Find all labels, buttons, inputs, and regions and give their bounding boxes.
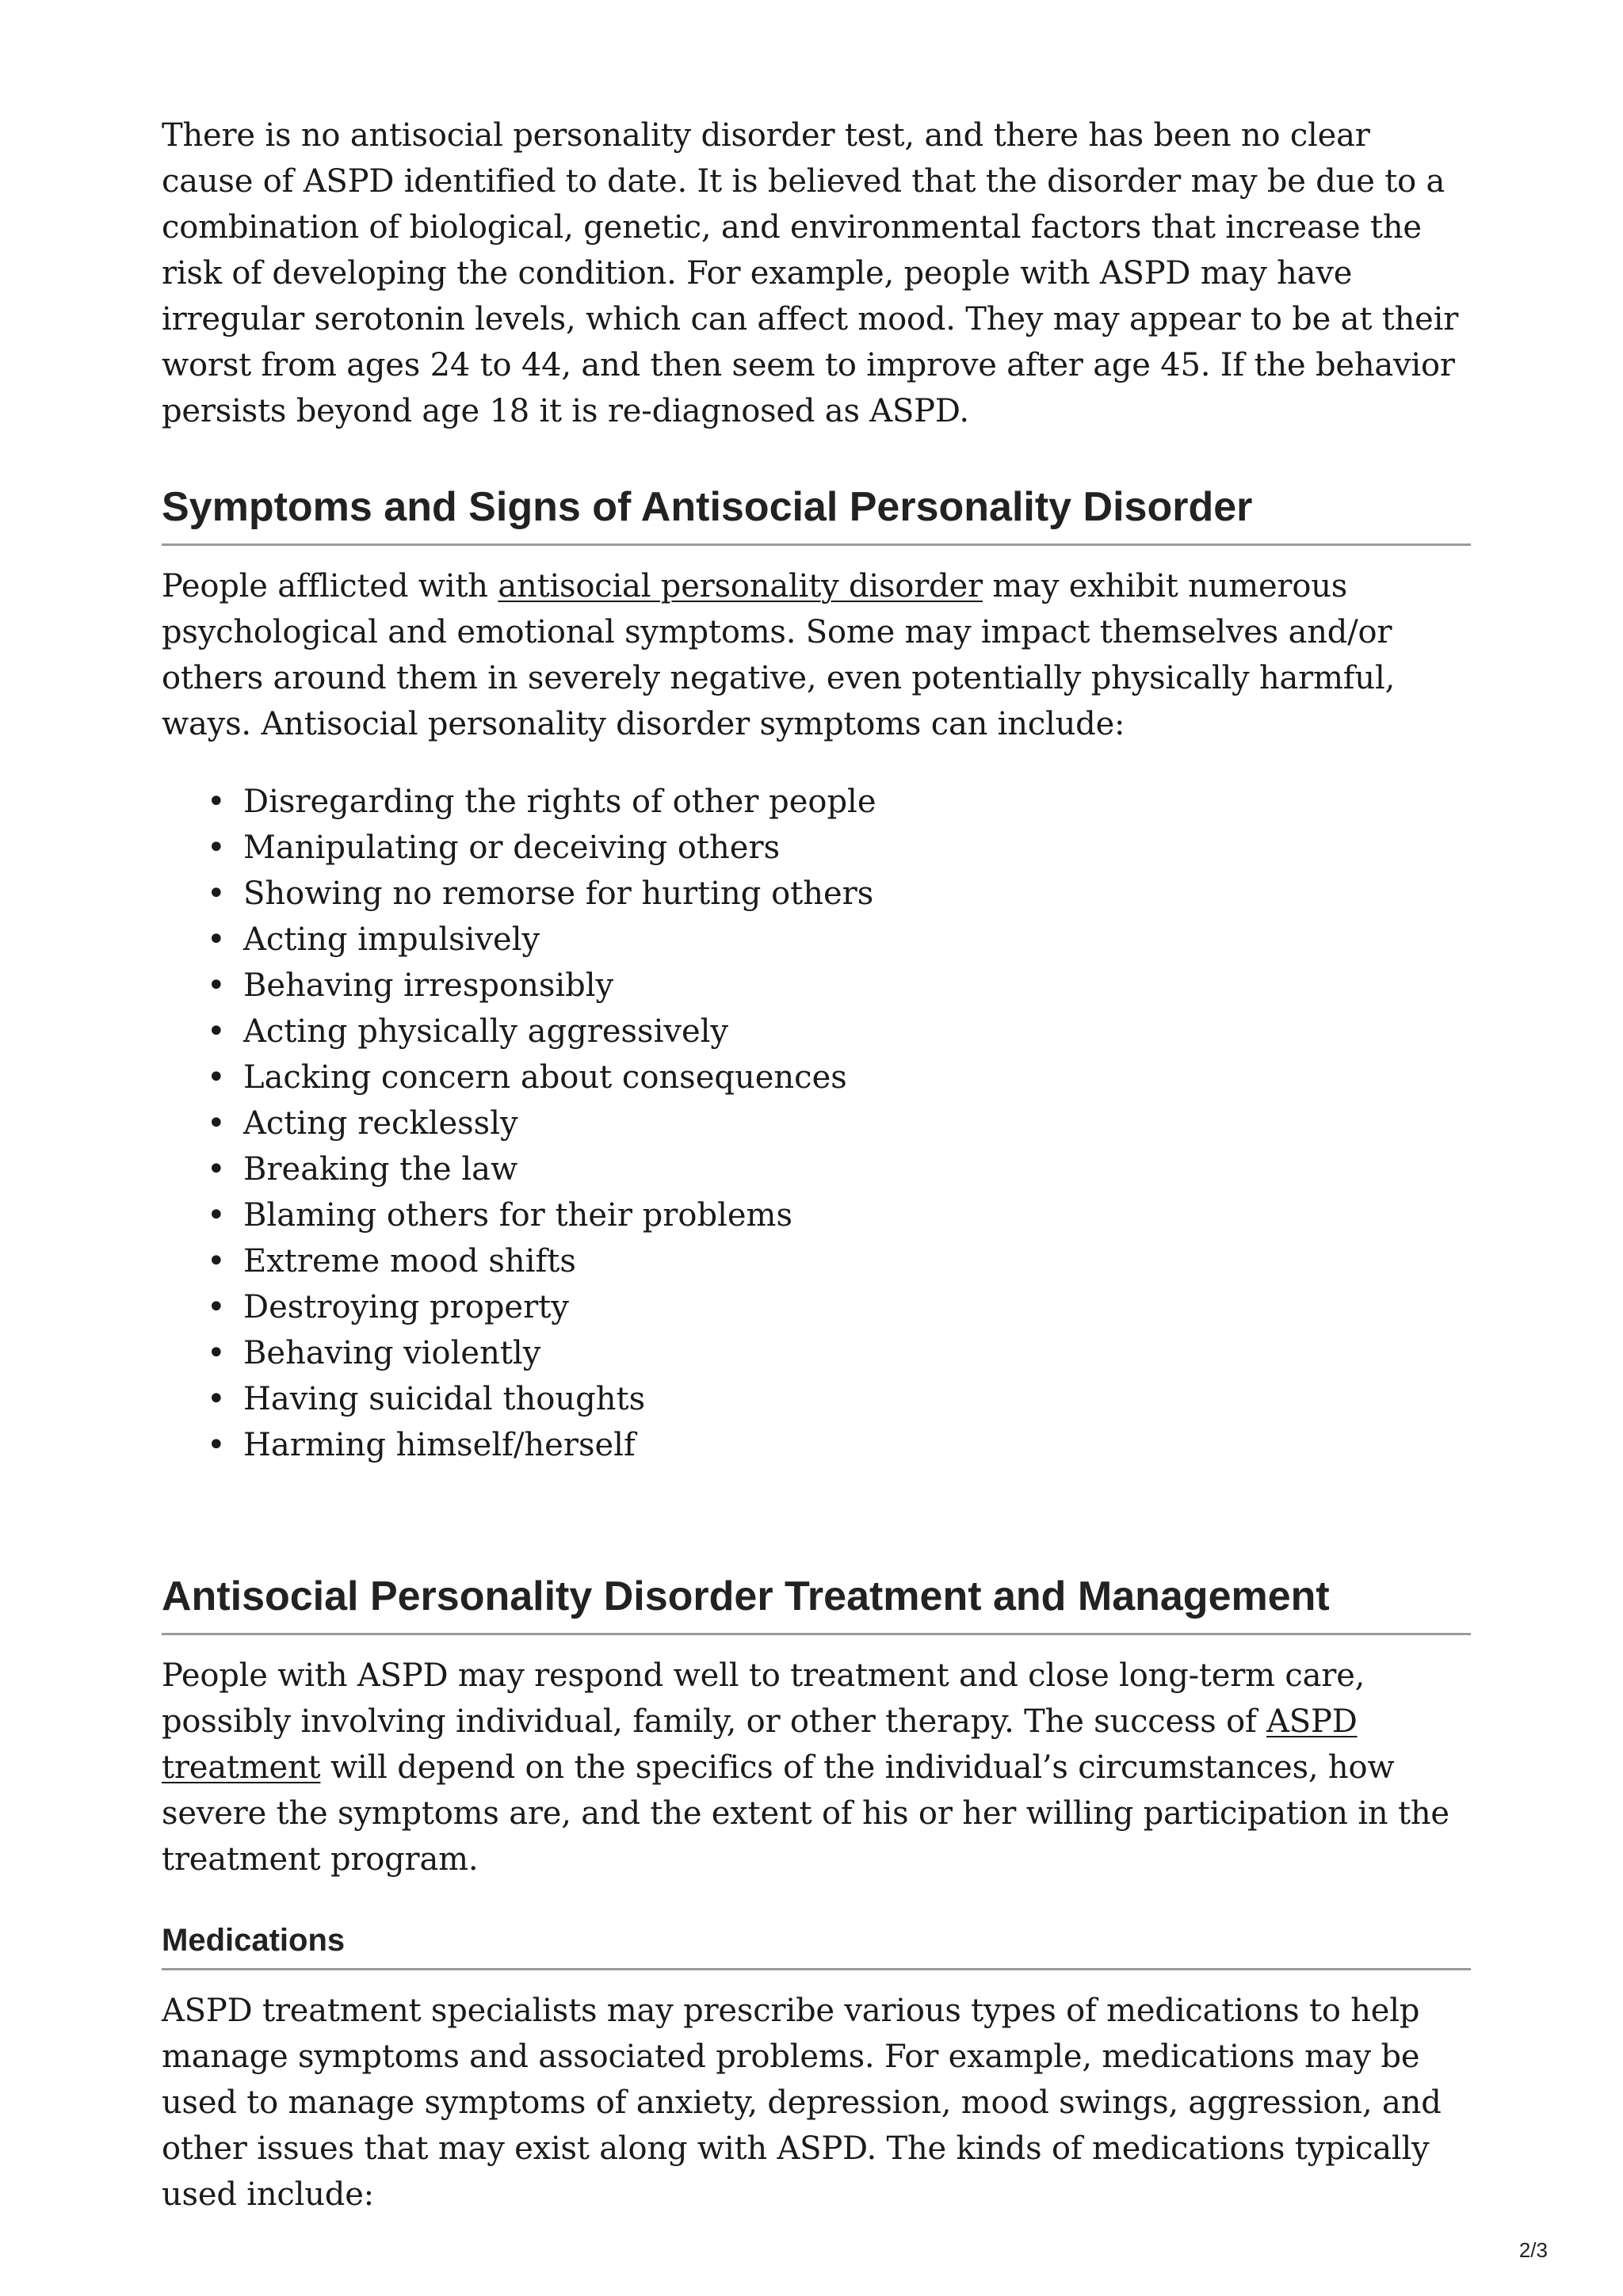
treatment-heading: Antisocial Personality Disorder Treatment and Management: [162, 1571, 1471, 1635]
symptoms-text-after-link: may exhibit numerous psychological and emotional symptoms. Some may impact themselves and/or others around them in severely negative, even potentially physically harmful, ways. Antisocial personality disorder symptoms can include:: [162, 568, 1396, 742]
treatment-text-before-link: People with ASPD may respond well to treatment and close long-term care, possibly involving individual, family, or other therapy. The success of: [162, 1657, 1365, 1740]
list-item: • Disregarding the rights of other people: [243, 779, 1471, 825]
list-item: • Extreme mood shifts: [243, 1238, 1471, 1284]
list-item: • Breaking the law: [243, 1146, 1471, 1192]
bullet-icon: •: [207, 784, 226, 820]
list-item: • Lacking concern about consequences: [243, 1055, 1471, 1100]
article-page: [162, 113, 1471, 2218]
list-item: • Manipulating or deceiving others: [243, 825, 1471, 871]
page-number: 2/3: [1518, 2238, 1548, 2262]
bullet-icon: •: [207, 1059, 226, 1096]
bullet-icon: •: [207, 1335, 226, 1371]
bullet-icon: •: [207, 1151, 226, 1188]
list-item: • Behaving irresponsibly: [243, 963, 1471, 1009]
bullet-icon: •: [207, 1427, 226, 1463]
list-item: • Destroying property: [243, 1284, 1471, 1330]
bullet-icon: •: [207, 1013, 226, 1050]
bullet-icon: •: [207, 1381, 226, 1417]
bullet-icon: •: [207, 1105, 226, 1142]
medications-heading: Medications: [162, 1920, 1471, 1970]
antisocial-personality-disorder-link[interactable]: antisocial personality disorder: [498, 568, 983, 605]
list-item: • Acting physically aggressively: [243, 1009, 1471, 1055]
symptom-list: [162, 779, 1471, 1468]
list-item: • Showing no remorse for hurting others: [243, 871, 1471, 917]
treatment-paragraph: [162, 1653, 1471, 1882]
symptoms-text-before-link: People afflicted with: [162, 568, 498, 605]
list-item: • Blaming others for their problems: [243, 1192, 1471, 1238]
bullet-icon: •: [207, 1197, 226, 1234]
list-item: • Having suicidal thoughts: [243, 1376, 1471, 1422]
medications-paragraph: ASPD treatment specialists may prescribe various types of medications to help manage symptoms and associated problems. For example, medications may be used to manage symptoms of anxiety, depression, mood swings, aggression, and other issues that may exist along with ASPD. The kinds of medications typically used include:: [162, 1993, 1442, 2213]
list-item: • Behaving violently: [243, 1330, 1471, 1376]
symptoms-heading: Symptoms and Signs of Antisocial Personality Disorder: [162, 482, 1471, 546]
list-item: • Acting impulsively: [243, 917, 1471, 963]
bullet-icon: •: [207, 830, 226, 866]
bullet-icon: •: [207, 921, 226, 958]
symptoms-intro-paragraph: [162, 563, 1471, 747]
bullet-icon: •: [207, 967, 226, 1004]
intro-paragraph: There is no antisocial personality disorder test, and there has been no clear cause of ASPD identified to date. It is believed that the disorder may be due to a combination of biological, genetic, and environmental factors that increase the risk of developing the condition. For example, people with ASPD may have irregular serotonin levels, which can affect mood. They may appear to be at their worst from ages 24 to 44, and then seem to improve after age 45. If the behavior persists beyond age 18 it is re-diagnosed as ASPD.: [162, 117, 1459, 429]
treatment-text-after-link: will depend on the specifics of the individual’s circumstances, how severe the symptoms are, and the extent of his or her willing participation in the treatment program.: [162, 1749, 1449, 1878]
bullet-icon: •: [207, 1243, 226, 1280]
aspd-treatment-link[interactable]: ASPD treatment: [162, 1703, 1358, 1786]
bullet-icon: •: [207, 1289, 226, 1325]
list-item: • Acting recklessly: [243, 1100, 1471, 1146]
bullet-icon: •: [207, 875, 226, 912]
list-item: • Harming himself/herself: [243, 1422, 1471, 1468]
